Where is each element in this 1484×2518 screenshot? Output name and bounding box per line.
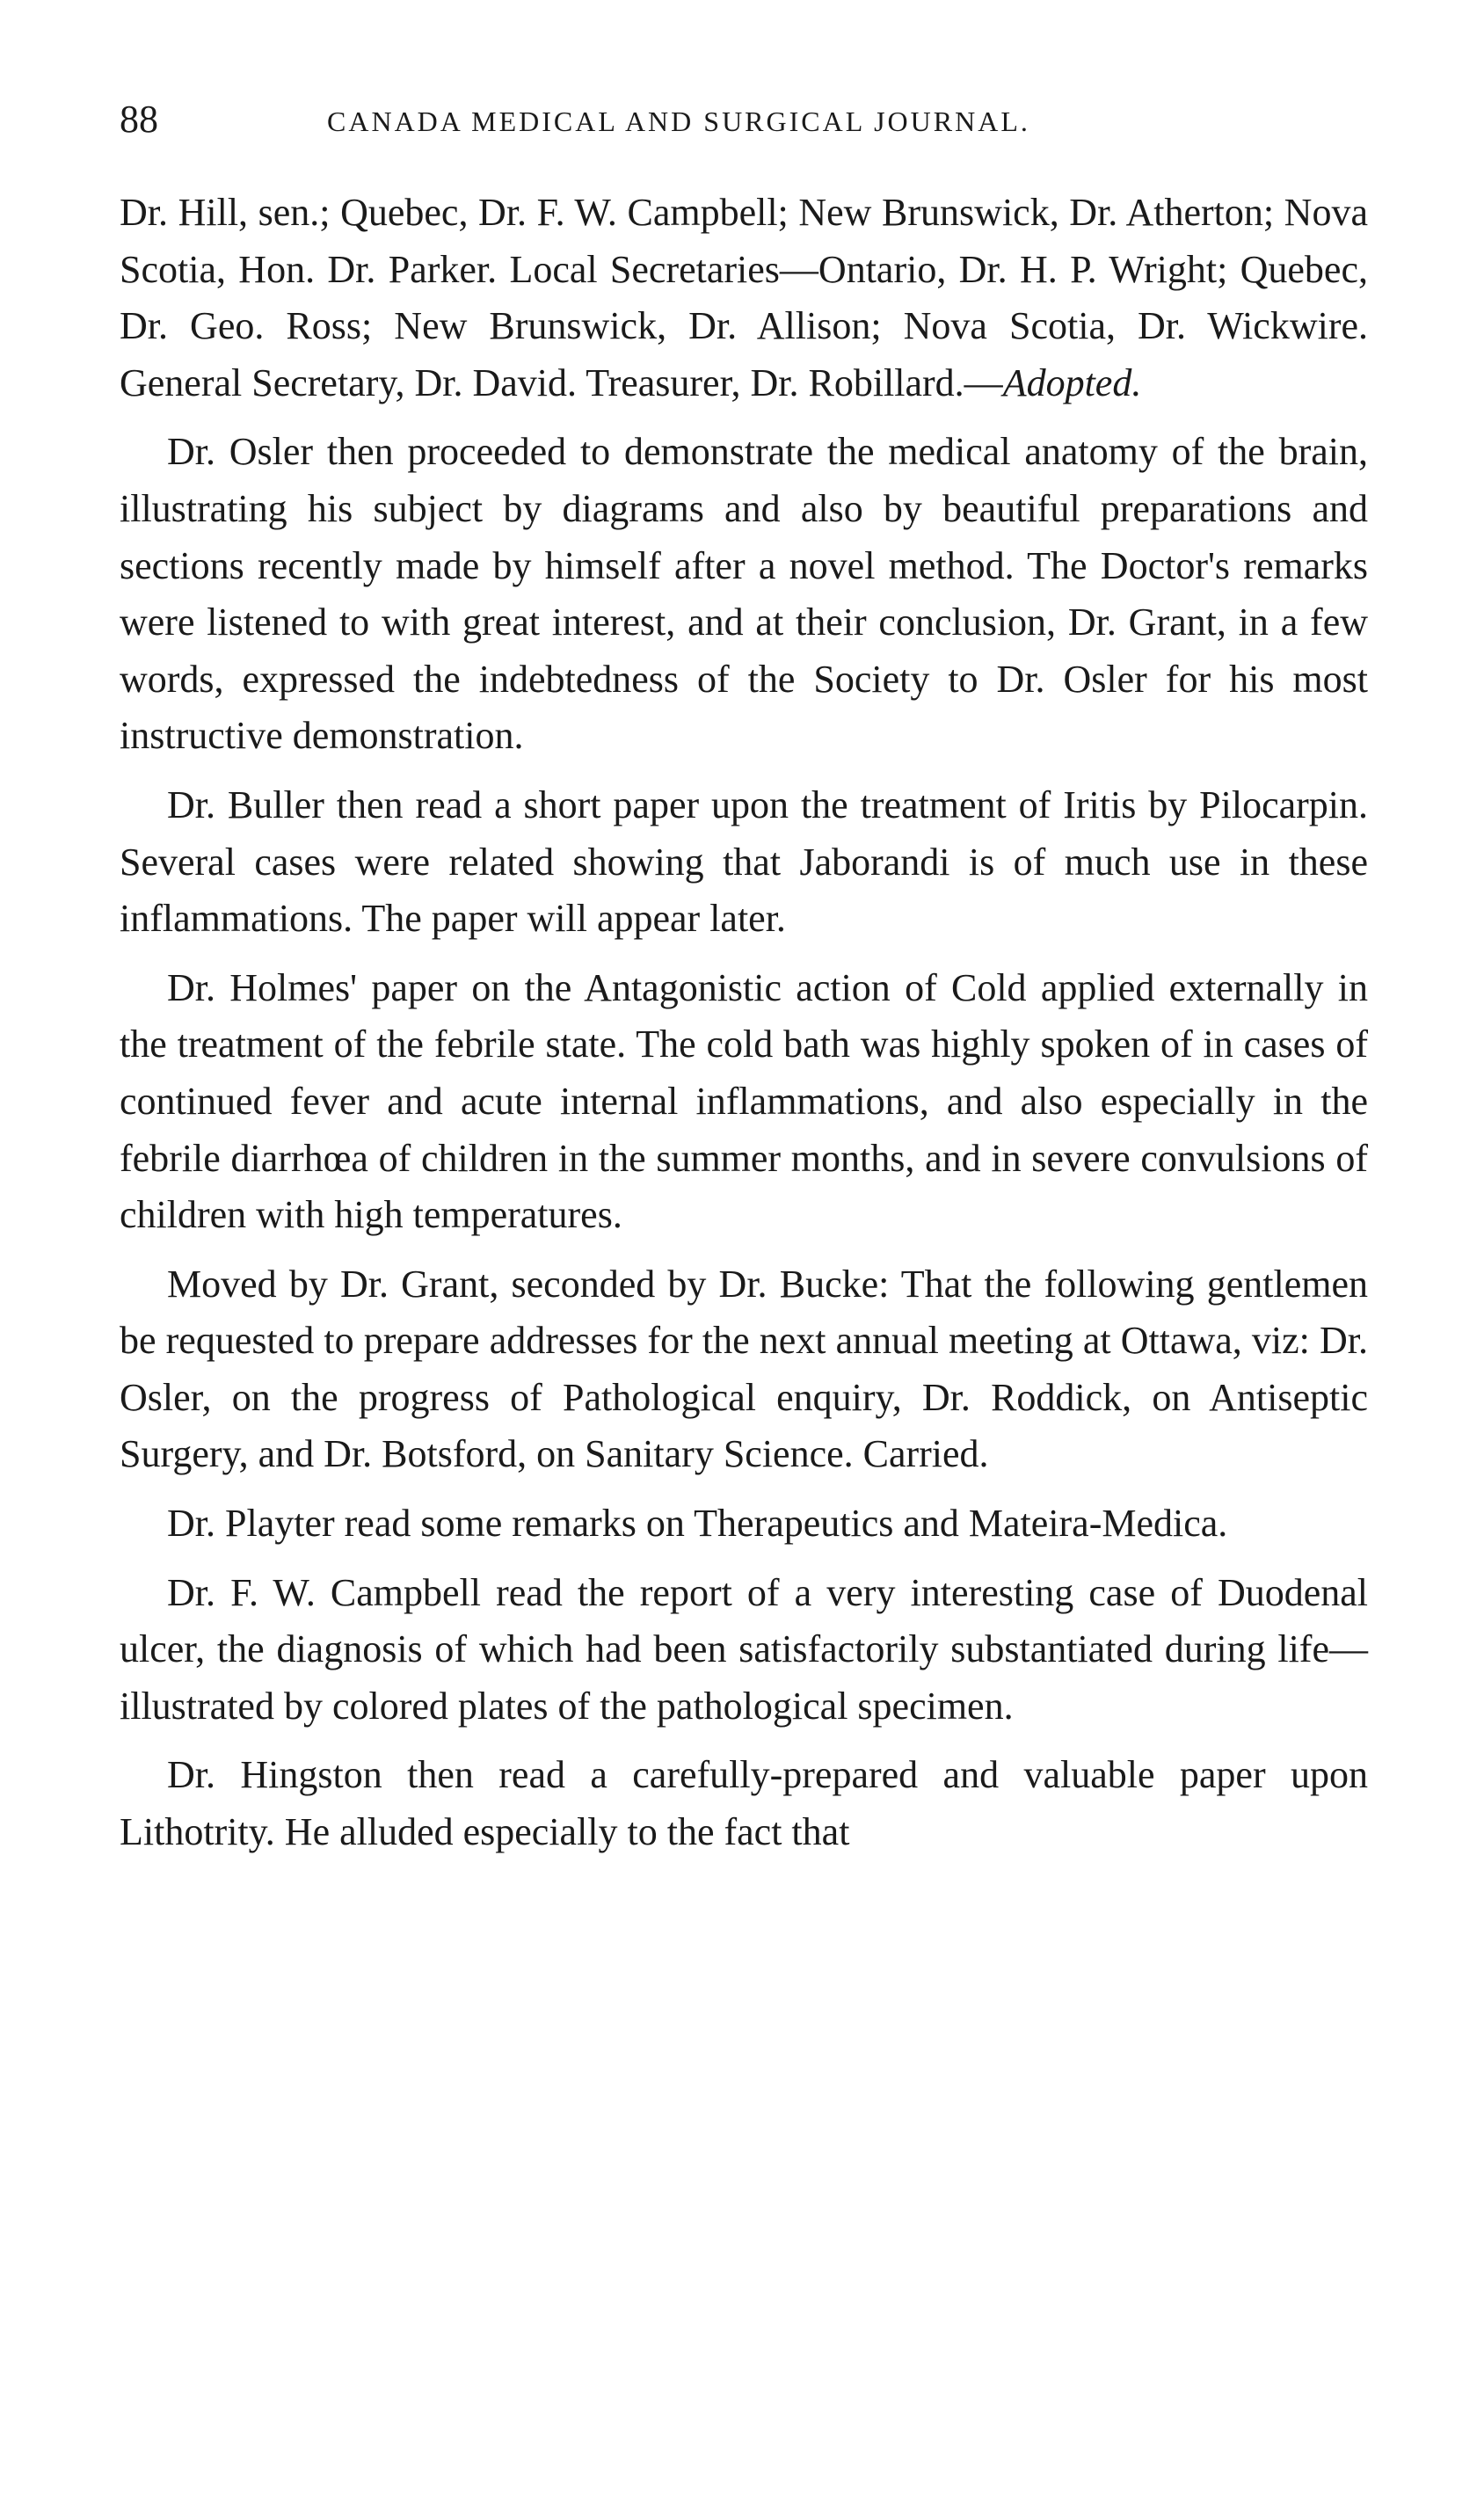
paragraph-motion-addresses: Moved by Dr. Grant, seconded by Dr. Bucke: That the following gentlemen be requested to prepare addresses for the next annual meeting at Ottawa, viz: Dr. Osler, on the progress of Pathological enquiry, Dr. Roddick, on Antiseptic Surgery, and Dr. Botsford, on Sanitary Science. Carried.: [120, 1262, 1368, 1476]
adopted-note: Adopted.: [1002, 360, 1142, 404]
page-number: 88: [120, 98, 158, 141]
article-body: [120, 185, 1368, 1874]
paragraph-playter-remarks: Dr. Playter read some remarks on Therapeutics and Mateira-Medica.: [167, 1502, 1228, 1546]
paragraph-holmes-paper: Dr. Holmes' paper on the Antagonistic action of Cold applied externally in the treatment of the febrile state. The cold bath was highly spoken of in cases of continued fever and acute internal inflammations, and also especially in the febrile diarrhœa of children in the summer months, and in severe convulsions of children with high temperatures.: [120, 965, 1368, 1237]
paragraph-buller-paper: Dr. Buller then read a short paper upon the treatment of Iritis by Pilocarpin. Several cases were related showing that Jaborandi is of much use in these inflammations. The paper will appear later.: [120, 782, 1368, 941]
paragraph-osler-demonstration: Dr. Osler then proceeded to demonstrate the medical anatomy of the brain, illustrating his subject by diagrams and also by beautiful preparations and sections recently made by himself after a novel method. The Doctor's remarks were listened to with great interest, and at their conclusion, Dr. Grant, in a few words, expressed the indebtedness of the Society to Dr. Osler for his most instructive demonstration.: [120, 430, 1368, 758]
paragraph-campbell-report: Dr. F. W. Campbell read the report of a very interesting case of Duodenal ulcer, the diagnosis of which had been satisfactorily substantiated during life—illustrated by colored plates of the pathological specimen.: [120, 1570, 1368, 1728]
paragraph-text: Dr. Hill, sen.; Quebec, Dr. F. W. Campbell; New Brunswick, Dr. Atherton; Nova Scotia, Hon. Dr. Parker. Local Secretaries—Ontario, Dr. H. P. Wright; Quebec, Dr. Geo. Ross; New Brunswick, Dr. Allison; Nova Scotia, Dr. Wickwire. General Secretary, Dr. David. Treasurer, Dr. Robillard.—: [120, 191, 1368, 404]
paragraph-officers-list: [120, 185, 1368, 411]
journal-title: CANADA MEDICAL AND SURGICAL JOURNAL.: [327, 106, 1030, 137]
running-head: [120, 95, 1368, 148]
paragraph-hingston-paper: Dr. Hingston then read a carefully-prepared and valuable paper upon Lithotrity. He alluded especially to the fact that: [120, 1753, 1368, 1854]
